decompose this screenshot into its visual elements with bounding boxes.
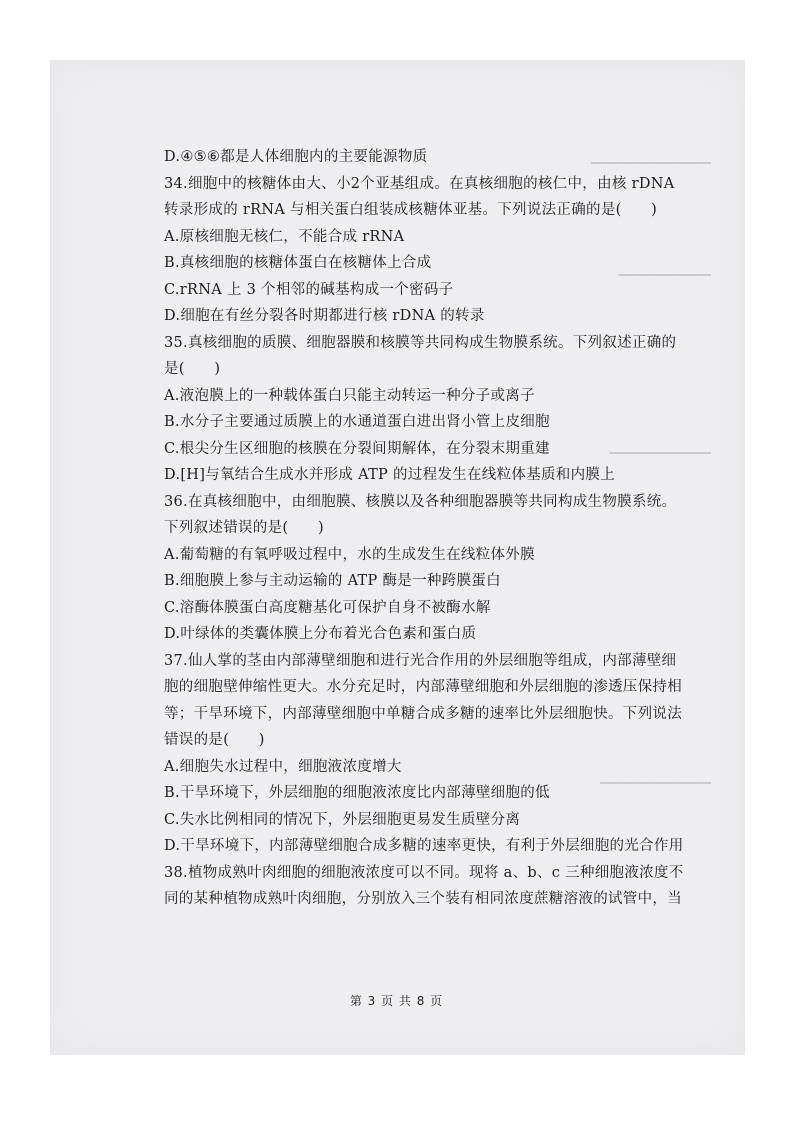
option-d: D.干旱环境下，内部薄壁细胞合成多糖的速率更快，有利于外层细胞的光合作用	[164, 838, 684, 854]
text-line: 是( )	[164, 361, 221, 377]
bleed-through-mark: ▁▁▁▁▁▁▁▁▁▁	[618, 262, 711, 276]
text-line: 错误的是( )	[164, 732, 265, 748]
option-d: D.细胞在有丝分裂各时期都进行核 rDNA 的转录	[164, 308, 485, 324]
option-d: D.[H]与氧结合生成水并形成 ATP 的过程发生在线粒体基质和内膜上	[164, 467, 615, 483]
option-c: C.根尖分生区细胞的核膜在分裂间期解体，在分裂末期重建	[164, 440, 550, 457]
text-line: 下列叙述错误的是( )	[164, 520, 324, 536]
text-line: 同的某种植物成熟叶肉细胞，分别放入三个装有相同浓度蔗糖溶液的试管中，当	[164, 891, 682, 907]
text-line: D.④⑤⑥都是人体细胞内的主要能源物质	[164, 149, 428, 165]
option-a: A.葡萄糖的有氧呼吸过程中，水的生成发生在线粒体外膜	[164, 546, 535, 563]
option-b: B.干旱环境下，外层细胞的细胞液浓度比内部薄壁细胞的低	[164, 785, 550, 801]
question-36-stem: 36.在真核细胞中，由细胞膜、核膜以及各种细胞器膜等共同构成生物膜系统。	[164, 493, 677, 510]
question-35-stem: 35.真核细胞的质膜、细胞器膜和核膜等共同构成生物膜系统。下列叙述正确的	[164, 334, 677, 351]
bleed-through-mark: ▁▁▁▁▁▁▁▁▁▁▁▁	[600, 770, 711, 784]
option-a: A.液泡膜上的一种载体蛋白只能主动转运一种分子或离子	[164, 387, 535, 404]
bleed-through-mark: ▁▁▁▁▁▁▁▁▁▁▁▁▁	[591, 150, 711, 164]
text-line: 转录形成的 rRNA 与相关蛋白组装成核糖体亚基。下列说法正确的是( )	[164, 202, 658, 218]
page-footer: 第 3 页 共 8 页	[349, 994, 444, 1008]
question-text-block	[164, 144, 684, 913]
question-37-stem: 37.仙人掌的茎由内部薄壁细胞和进行光合作用的外层细胞等组成，内部薄壁细	[164, 652, 677, 669]
option-b: B.水分子主要通过质膜上的水通道蛋白进出肾小管上皮细胞	[164, 414, 550, 430]
option-a: A.细胞失水过程中，细胞液浓度增大	[164, 758, 402, 775]
text-line: 等；干旱环境下，内部薄壁细胞中单糖合成多糖的速率比外层细胞快。下列说法	[164, 705, 682, 722]
bleed-through-mark: ▁▁▁▁▁▁▁▁▁▁▁	[609, 440, 711, 454]
option-d: D.叶绿体的类囊体膜上分布着光合色素和蛋白质	[164, 626, 477, 642]
text-line: 胞的细胞壁伸缩性更大。水分充足时，内部薄壁细胞和外层细胞的渗透压保持相	[164, 679, 682, 695]
question-34-stem: 34.细胞中的核糖体由大、小2个亚基组成。在真核细胞的核仁中，由核 rDNA	[164, 175, 675, 192]
question-38-stem: 38.植物成熟叶肉细胞的细胞液浓度可以不同。现将 a、b、c 三种细胞液浓度不	[164, 864, 684, 881]
option-b: B.真核细胞的核糖体蛋白在核糖体上合成	[164, 255, 432, 271]
option-b: B.细胞膜上参与主动运输的 ATP 酶是一种跨膜蛋白	[164, 573, 501, 589]
option-c: C.失水比例相同的情况下，外层细胞更易发生质壁分离	[164, 811, 521, 828]
option-a: A.原核细胞无核仁，不能合成 rRNA	[164, 228, 405, 245]
option-c: C.rRNA 上 3 个相邻的碱基构成一个密码子	[164, 281, 454, 298]
option-c: C.溶酶体膜蛋白高度糖基化可保护自身不被酶水解	[164, 599, 491, 616]
